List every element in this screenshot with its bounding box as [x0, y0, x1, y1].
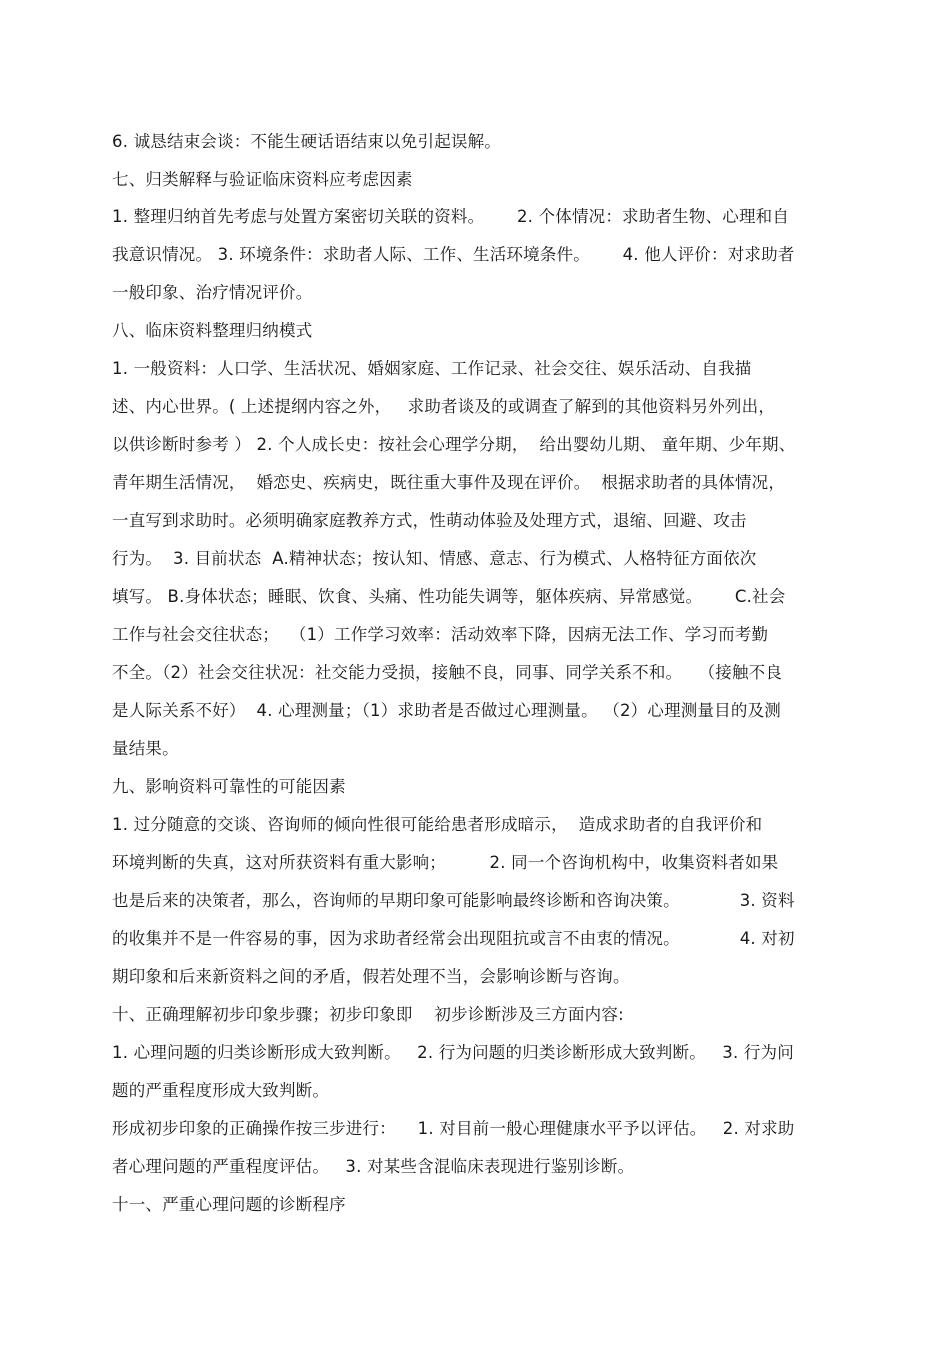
- text-line: 1. 过分随意的交谈、咨询师的倾向性很可能给患者形成暗示， 造成求助者的自我评价和: [112, 815, 763, 834]
- text-line: 述、内心世界。( 上述提纲内容之外， 求助者谈及的或调查了解到的其他资料另外列出，: [112, 397, 776, 416]
- text-line: 填写。 B.身体状态；睡眠、饮食、头痛、性功能失调等，躯体疾病、异常感觉。 C.社会: [112, 587, 786, 606]
- section-heading: 九、影响资料可靠性的可能因素: [112, 777, 346, 796]
- text-line: 形成初步印象的正确操作按三步进行： 1. 对目前一般心理健康水平予以评估。 2. 对求助: [112, 1119, 795, 1138]
- text-line: 者心理问题的严重程度评估。 3. 对某些含混临床表现进行鉴别诊断。: [112, 1157, 635, 1176]
- text-line: 期印象和后来新资料之间的矛盾，假若处理不当，会影响诊断与咨询。: [112, 967, 630, 986]
- text-line: 一直写到求助时。必须明确家庭教养方式，性萌动体验及处理方式，退缩、回避、攻击: [112, 511, 747, 530]
- text-line: 1. 心理问题的归类诊断形成大致判断。 2. 行为问题的归类诊断形成大致判断。 3. 行为问: [112, 1043, 794, 1062]
- text-line: 是人际关系不好） 4. 心理测量；（1）求助者是否做过心理测量。 （2）心理测量目的及测: [112, 701, 781, 720]
- text-line: 6. 诚恳结束会谈：不能生硬话语结束以免引起误解。: [112, 132, 501, 151]
- text-line: 1. 一般资料：人口学、生活状况、婚姻家庭、工作记录、社会交往、娱乐活动、自我描: [112, 359, 752, 378]
- text-line: 我意识情况。 3. 环境条件：求助者人际、工作、生活环境条件。 4. 他人评价：对求助者: [112, 245, 795, 264]
- text-line: 行为。 3. 目前状态 A.精神状态；按认知、情感、意志、行为模式、人格特征方面依次: [112, 549, 757, 568]
- text-line: 环境判断的失真，这对所获资料有重大影响； 2. 同一个咨询机构中，收集资料者如果: [112, 853, 779, 872]
- text-line: 青年期生活情况， 婚恋史、疾病史，既往重大事件及现在评价。 根据求助者的具体情况，: [112, 473, 786, 492]
- text-line: 一般印象、治疗情况评价。: [112, 283, 313, 302]
- section-heading: 十一、严重心理问题的诊断程序: [112, 1195, 346, 1214]
- text-line: 1. 整理归纳首先考虑与处置方案密切关联的资料。 2. 个体情况：求助者生物、心理和自: [112, 207, 790, 226]
- text-line: 以供诊断时参考 ） 2. 个人成长史：按社会心理学分期， 给出婴幼儿期、 童年期、少年期、: [112, 435, 796, 454]
- text-line: 也是后来的决策者，那么，咨询师的早期印象可能影响最终诊断和咨询决策。 3. 资料: [112, 891, 795, 910]
- section-heading: 十、正确理解初步印象步骤；初步印象即 初步诊断涉及三方面内容:: [112, 1005, 624, 1024]
- text-line: 的收集并不是一件容易的事，因为求助者经常会出现阻抗或言不由衷的情况。 4. 对初: [112, 929, 795, 948]
- text-line: 题的严重程度形成大致判断。: [112, 1081, 330, 1100]
- text-line: 不全。（2）社会交往状况：社交能力受损，接触不良，同事、同学关系不和。 （接触不良: [112, 663, 783, 682]
- text-line: 工作与社会交往状态； （1）工作学习效率：活动效率下降，因病无法工作、学习而考勤: [112, 625, 769, 644]
- section-heading: 七、归类解释与验证临床资料应考虑因素: [112, 170, 413, 189]
- text-line: 量结果。: [112, 739, 179, 758]
- section-heading: 八、临床资料整理归纳模式: [112, 321, 313, 340]
